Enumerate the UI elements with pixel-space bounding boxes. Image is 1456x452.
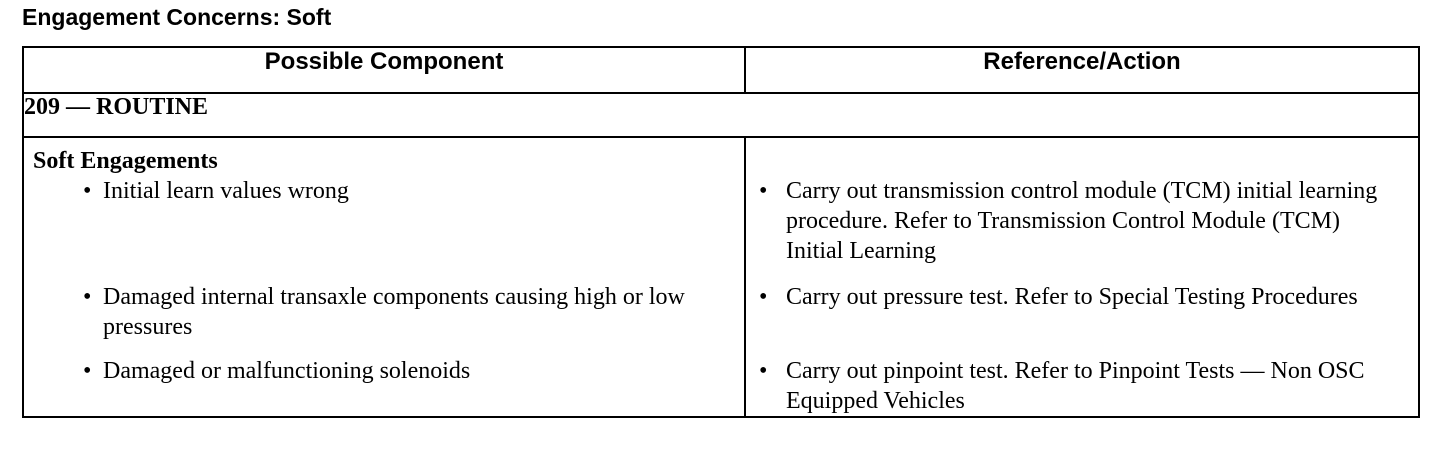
- list-item: [746, 282, 1418, 356]
- component-text: Damaged or malfunctioning solenoids: [103, 358, 471, 384]
- bullet-icon: •: [759, 178, 768, 204]
- action-list: [746, 176, 1418, 416]
- bullet-icon: •: [83, 284, 92, 310]
- action-text: Carry out transmission control module (TCM) initial learning procedure. Refer to Transmission Control Module (TCM) Initial Learning: [786, 178, 1378, 264]
- list-item: [33, 282, 744, 356]
- bullet-icon: •: [759, 358, 768, 384]
- section-label: 209 — ROUTINE: [23, 93, 1419, 137]
- component-list: [33, 176, 744, 416]
- list-item: [33, 356, 744, 416]
- section-row: [23, 93, 1419, 137]
- component-text: Initial learn values wrong: [103, 178, 349, 204]
- bullet-icon: •: [759, 284, 768, 310]
- component-cell: [23, 137, 745, 417]
- list-item: [746, 356, 1418, 416]
- bullet-icon: •: [83, 358, 92, 384]
- list-item: [746, 176, 1418, 282]
- table-header-row: [23, 47, 1419, 93]
- action-text: Carry out pinpoint test. Refer to Pinpoint Tests — Non OSC Equipped Vehicles: [786, 358, 1365, 414]
- body-row: [23, 137, 1419, 417]
- subsection-label: Soft Engagements: [33, 148, 218, 174]
- action-text: Carry out pressure test. Refer to Special Testing Procedures: [786, 284, 1358, 310]
- action-cell: [745, 137, 1419, 417]
- component-text: Damaged internal transaxle components causing high or low pressures: [103, 284, 685, 340]
- header-possible-component: Possible Component: [23, 47, 745, 93]
- page-title: Engagement Concerns: Soft: [22, 4, 332, 30]
- list-item: [33, 176, 744, 282]
- engagement-concerns-table: [22, 46, 1420, 418]
- header-reference-action: Reference/Action: [745, 47, 1419, 93]
- bullet-icon: •: [83, 178, 92, 204]
